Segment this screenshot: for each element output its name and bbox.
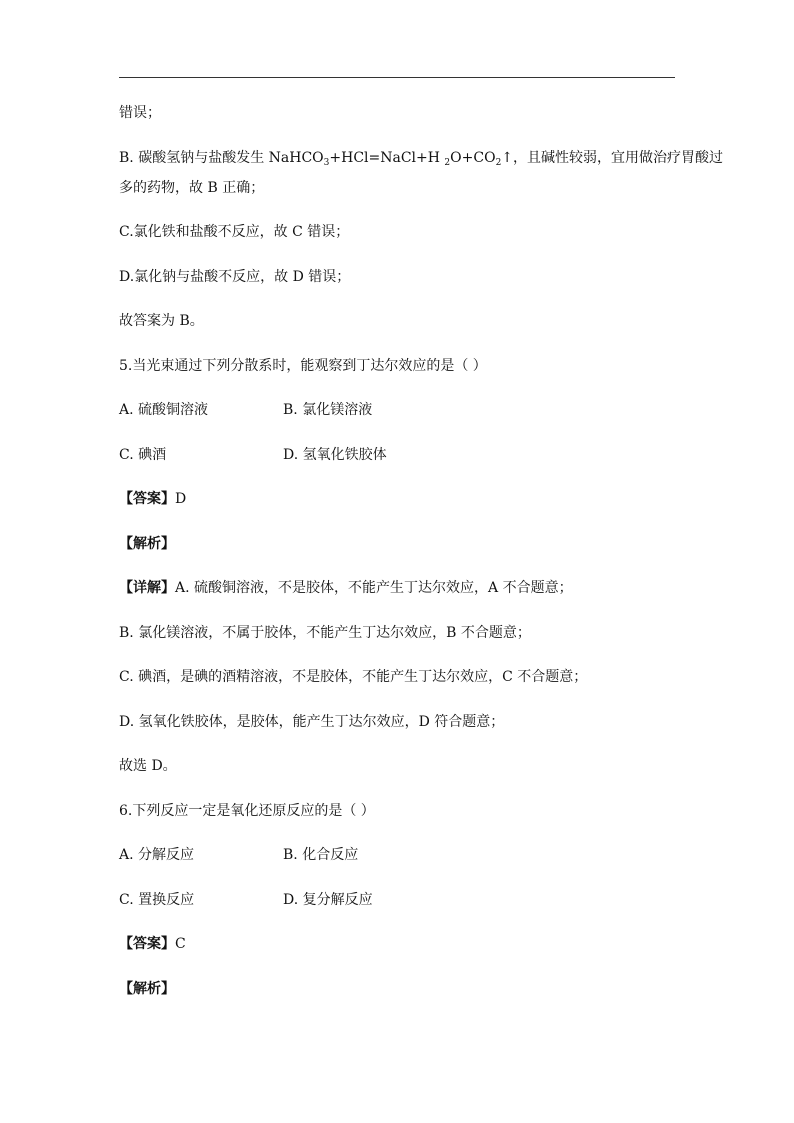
q6-option-b: B. 化合反应 xyxy=(283,847,359,863)
q5-answer xyxy=(119,489,186,509)
option-d-explanation: D.氯化钠与盐酸不反应，故 D 错误； xyxy=(119,269,351,285)
q6-option-a: A. 分解反应 xyxy=(119,847,195,863)
answer-label: 【答案】 xyxy=(119,936,175,952)
q5-analysis-label: 【解析】 xyxy=(119,536,175,552)
q5-detail-a xyxy=(119,578,573,598)
header-rule xyxy=(119,77,675,78)
text-fragment: +HCl=NaCl+H xyxy=(329,150,445,166)
conclusion-q4: 故答案为 B。 xyxy=(119,313,204,329)
q5-stem: 5.当光束通过下列分散系时，能观察到丁达尔效应的是（ ） xyxy=(119,358,487,374)
q5-detail-c: C. 碘酒，是碘的酒精溶液，不是胶体，不能产生丁达尔效应，C 不合题意； xyxy=(119,669,588,685)
subscript: 2 xyxy=(444,158,451,168)
subscript: 2 xyxy=(495,158,502,168)
option-c-explanation: C.氯化铁和盐酸不反应，故 C 错误； xyxy=(119,224,350,240)
q5-detail-b: B. 氯化镁溶液，不属于胶体，不能产生丁达尔效应，B 不合题意； xyxy=(119,625,531,641)
text-fragment: ↑，且碱性较弱，宜用做治疗胃酸过 xyxy=(501,150,724,166)
q5-detail-d: D. 氢氧化铁胶体，是胶体，能产生丁达尔效应，D 符合题意； xyxy=(119,714,505,730)
q6-option-d: D. 复分解反应 xyxy=(283,892,373,908)
answer-label: 【答案】 xyxy=(119,491,175,507)
option-b-explanation-cont: 多的药物，故 B 正确； xyxy=(119,180,265,196)
q5-option-c: C. 碘酒 xyxy=(119,447,167,463)
q5-option-d: D. 氢氧化铁胶体 xyxy=(283,447,387,463)
subscript: 3 xyxy=(323,158,330,168)
detail-label: 【详解】 xyxy=(119,580,175,596)
text-fragment: B. 碳酸氢钠与盐酸发生 NaHCO xyxy=(119,150,324,166)
text-line-error: 错误； xyxy=(119,105,161,121)
q6-answer xyxy=(119,934,186,954)
answer-value: C xyxy=(175,936,186,952)
q6-analysis-label: 【解析】 xyxy=(119,981,175,997)
detail-text: A. 硫酸铜溶液，不是胶体，不能产生丁达尔效应，A 不合题意； xyxy=(175,580,573,596)
answer-value: D xyxy=(175,491,187,507)
q5-conclusion: 故选 D。 xyxy=(119,758,177,774)
q6-option-c: C. 置换反应 xyxy=(119,892,195,908)
q5-option-a: A. 硫酸铜溶液 xyxy=(119,402,209,418)
text-fragment: O+CO xyxy=(450,150,496,166)
option-b-explanation-line xyxy=(119,148,723,168)
q5-option-b: B. 氯化镁溶液 xyxy=(283,402,373,418)
q6-stem: 6.下列反应一定是氧化还原反应的是（ ） xyxy=(119,803,375,819)
